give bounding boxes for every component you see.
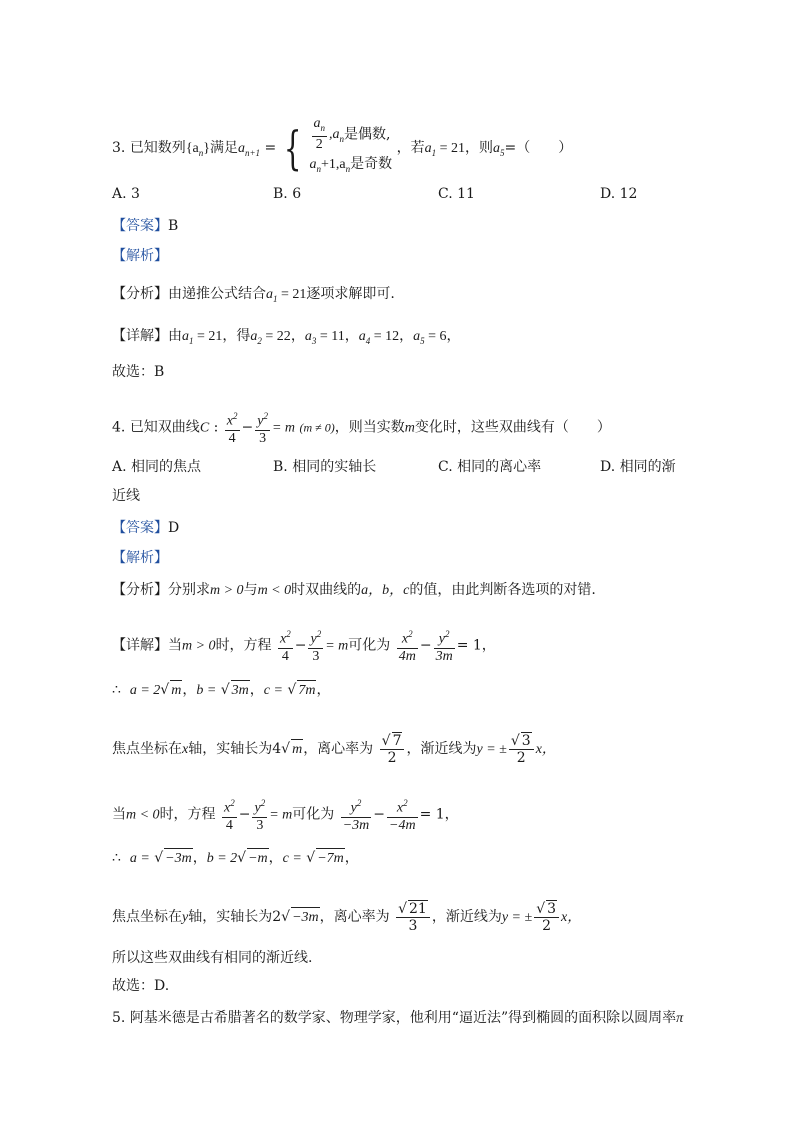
q3-fenxi: 【分析】由递推公式结合$a_1 = 21$逐项求解即可.	[112, 286, 395, 304]
q4-detail-1: 【详解】当m > 0时，方程 $\frac{x^2}{4}$ − $\frac{y^2}{3}$ = m可化为 $\frac{x^2}{4m}$ − $\frac{y^2}{3m}$ = 1，	[112, 626, 496, 665]
q5-stem: 5. 阿基米德是古希腊著名的数学家、物理学家，他利用“逼近法”得到椭圆的面积除以圆周率π	[112, 1010, 684, 1026]
q3-xiangjie: 【详解】由$a_1 = 21$，得$a_2 = 22$，$a_3 = 11$，$a_4 = 12$，$a_5 = 6$，	[112, 328, 461, 346]
q3-conclusion: 故选：B	[112, 364, 165, 380]
q4-option-c: C. 相同的离心率	[438, 459, 542, 475]
xiangjie-label: 【详解】	[112, 328, 168, 344]
q3-then: ，则	[465, 139, 493, 156]
q3-option-b: B. 6	[273, 186, 302, 202]
q4-abc-1: ∴ a = 2√ m，b = √ 3m，c = √ 7m，	[112, 680, 330, 701]
q3-seq: $\{a_n\}$	[185, 140, 210, 158]
q3-lhs: $a_{n+1}$	[237, 140, 261, 158]
q4-answer: 【答案】D	[112, 520, 180, 536]
q4-frac-y: $\frac{y^2}{3}$	[255, 408, 270, 447]
q3-a5: $a_5$	[493, 140, 505, 158]
q4-conclusion: 故选：D.	[112, 978, 170, 994]
q3-ask-tail: =（ ）	[504, 139, 573, 156]
q3-satisfy: 满足	[209, 139, 238, 156]
q3-option-d: D. 12	[600, 186, 638, 202]
q4-analysis: 【解析】	[112, 550, 168, 566]
answer-value: B	[168, 218, 179, 234]
q3-brace: {	[284, 120, 302, 175]
q3-analysis	[112, 246, 168, 266]
fenxi-label: 【分析】	[112, 286, 168, 302]
q4-focus-1: 焦点坐标在x轴，实轴长为4√ m，离心率为 $\frac{√ 7}{2}$ ，渐近线为y = ± $\frac{√ 3}{2}$ x，	[112, 733, 556, 766]
q4-option-a: A. 相同的焦点	[112, 459, 202, 475]
q4-detail-2: 当m < 0时，方程 $\frac{x^2}{4}$ − $\frac{y^2}{3}$ = m可化为 $\frac{y^2}{-3m}$ − $\frac{x^2}{-4m}$ = 1，	[112, 795, 459, 834]
answer-label: 【答案】	[112, 218, 168, 234]
q3-eq: =	[264, 139, 277, 156]
q4-option-d: D. 相同的渐	[600, 459, 676, 475]
analysis-label: 【解析】	[112, 248, 168, 264]
q4-option-d-wrap: 近线	[112, 488, 140, 504]
q3-cond: ，若	[396, 139, 425, 156]
q4-fenxi: 【分析】分别求m > 0与m < 0时双曲线的a，b，c的值，由此判断各选项的对错.	[112, 582, 596, 598]
q4-abc-2: ∴ a = √ −3m，b = 2√ −m，c = √ −7m，	[112, 848, 359, 869]
q3-prefix: 已知数列	[129, 139, 186, 156]
q3-stem	[112, 116, 572, 180]
q3-a1: $a_1 = 21$	[424, 140, 465, 158]
q3-answer	[112, 216, 178, 236]
q3-option-c: C. 11	[438, 186, 475, 202]
q4-same: 所以这些双曲线有相同的渐近线.	[112, 950, 313, 966]
q3-case-odd: $a_n+1,a_n$是奇数	[309, 155, 393, 174]
q3-case-even: $\frac{a_n}{2}$ $,a_n$是偶数,	[313, 116, 391, 152]
q4-focus-2: 焦点坐标在y轴，实轴长为2√ −3m，离心率为 $\frac{√ 21}{3}$ ，渐近线为y = ± $\frac{√ 3}{2}$ x，	[112, 901, 582, 934]
q3-case-frac: $\frac{a_n}{2}$	[313, 116, 326, 152]
q4-stem: 4. 已知双曲线C : $\frac{x^2}{4}$ − $\frac{y^2}{3}$ = m (m ≠ 0)，则当实数m变化时，这些双曲线有（ ）	[112, 408, 611, 447]
q3-cases	[310, 116, 393, 180]
q3-number: 3.	[112, 139, 126, 156]
q3-option-a: A. 3	[112, 186, 140, 202]
q4-frac-x: $\frac{x^2}{4}$	[225, 408, 240, 447]
q4-option-b: B. 相同的实轴长	[273, 459, 377, 475]
